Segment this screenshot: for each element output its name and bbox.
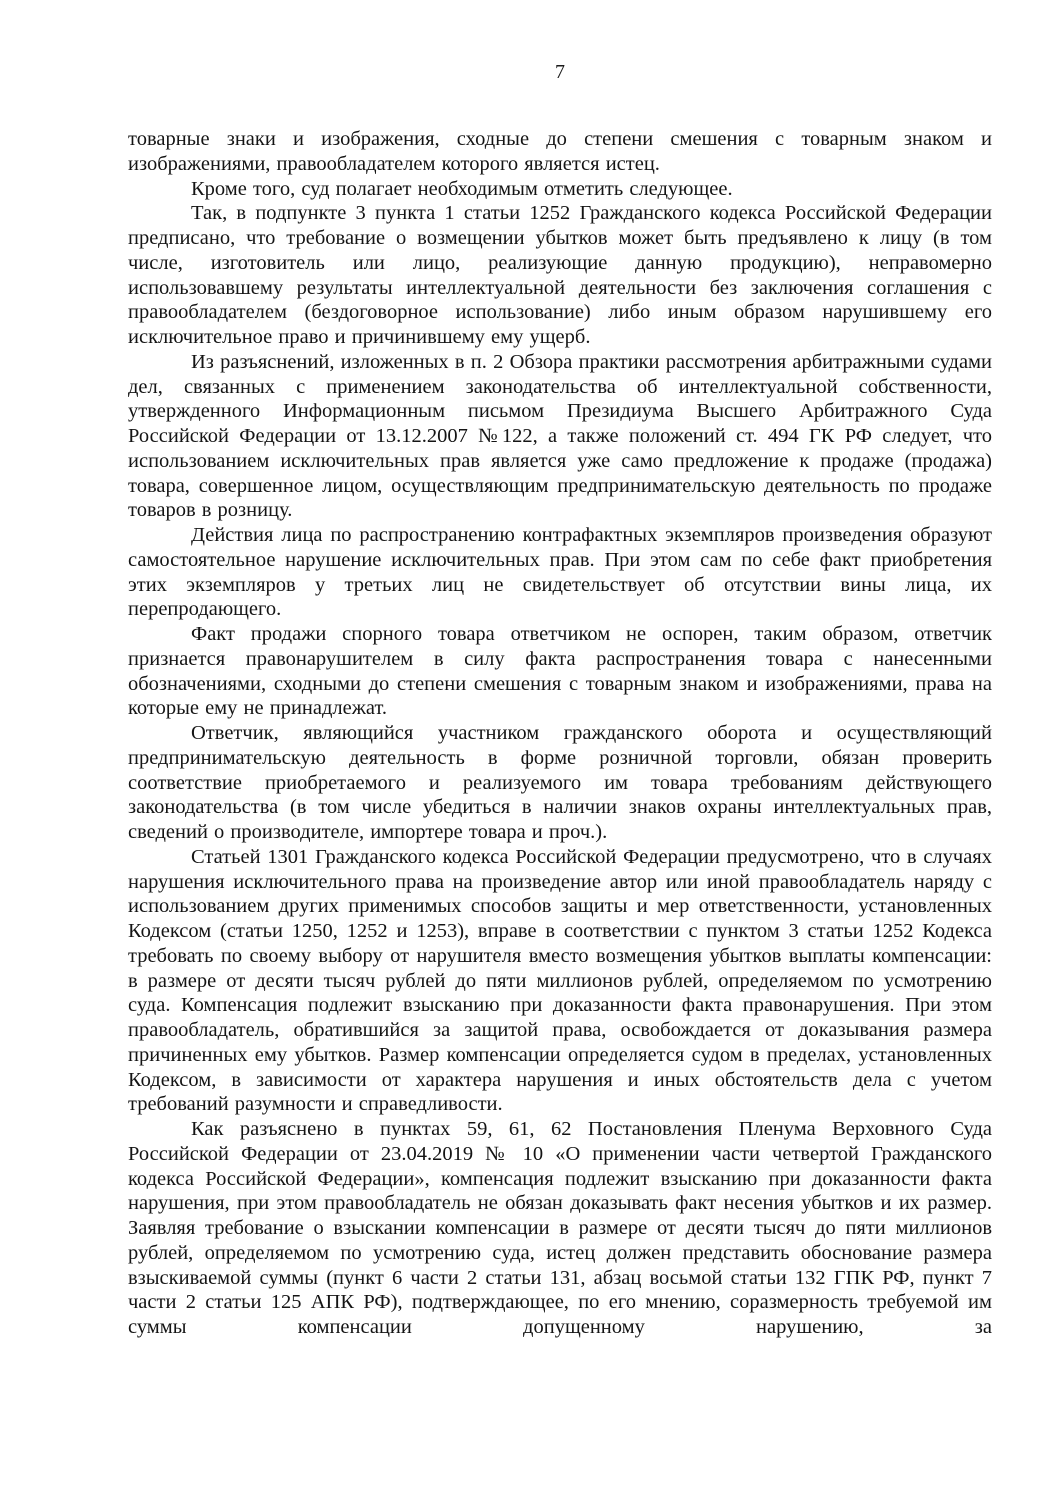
paragraph: Кроме того, суд полагает необходимым отметить следующее. — [191, 177, 733, 200]
document-body — [128, 127, 992, 1340]
page-number: 7 — [555, 61, 565, 83]
paragraph-incomplete: Как разъяснено в пунктах 59, 61, 62 Постановления Пленума Верховного Суда Российской Федерации от 23.04.2019 № 10 «О применении части четвертой Гражданского кодекса Российской Федерации», компенсация подлежит взысканию при доказанности факта нарушения, при этом правообладатель не обязан доказывать факт несения убытков и их размер. Заявляя требование о взыскании компенсации в размере от десяти тысяч до пяти миллионов рублей, определяемом по усмотрению суда, истец должен представить обоснование размера взыскиваемой суммы (пункт 6 части 2 статьи 131, абзац восьмой статьи 132 ГПК РФ, пункт 7 части 2 статьи 125 АПК РФ), подтверждающее, по его мнению, соразмерность требуемой им суммы компенсации допущенному нарушению, за — [128, 1118, 992, 1338]
paragraph: Действия лица по распространению контрафактных экземпляров произведения образуют самостоятельное нарушение исключительных прав. При этом сам по себе факт приобретения этих экземпляров у третьих лиц не свидетельствует об отсутствии вины лица, их перепродающего. — [128, 524, 992, 621]
paragraph: Из разъяснений, изложенных в п. 2 Обзора практики рассмотрения арбитражными судами дел, связанных с применением законодательства об интеллектуальной собственности, утвержденного Информационным письмом Президиума Высшего Арбитражного Суда Российской Федерации от 13.12.2007 №122, а также положений ст. 494 ГК РФ следует, что использованием исключительных прав является уже само предложение к продаже (продажа) товара, совершенное лицом, осуществляющим предпринимательскую деятельность по продаже товаров в розницу. — [128, 350, 992, 522]
paragraph: Статьей 1301 Гражданского кодекса Российской Федерации предусмотрено, что в случаях нарушения исключительного права на произведение автор или иной правообладатель наряду с использованием других применимых способов защиты и мер ответственности, установленных Кодексом (статьи 1250, 1252 и 1253), вправе в соответствии с пунктом 3 статьи 1252 Кодекса требовать по своему выбору от нарушителя вместо возмещения убытков выплаты компенсации: в размере от десяти тысяч рублей до пяти миллионов рублей, определяемом по усмотрению суда. Компенсация подлежит взысканию при доказанности факта правонарушения. При этом правообладатель, обратившийся за защитой права, освобождается от доказывания размера причиненных ему убытков. Размер компенсации определяется судом в пределах, установленных Кодексом, в зависимости от характера нарушения и иных обстоятельств дела с учетом требований разумности и справедливости. — [128, 845, 992, 1116]
paragraph: Факт продажи спорного товара ответчиком не оспорен, таким образом, ответчик признается правонарушителем в силу факта распространения товара с нанесенными обозначениями, сходными до степени смешения с товарным знаком и изображениями, права на которые ему не принадлежат. — [128, 623, 992, 720]
paragraph: Ответчик, являющийся участником гражданского оборота и осуществляющий предпринимательскую деятельность в форме розничной торговли, обязан проверить соответствие приобретаемого и реализуемого им товара требованиям действующего законодательства (в том числе убедиться в наличии знаков охраны интеллектуальных прав, сведений о производителе, импортере товара и проч.). — [128, 722, 992, 843]
paragraph-continuation: товарные знаки и изображения, сходные до степени смешения с товарным знаком и изображениями, правообладателем которого является истец. — [128, 128, 992, 175]
paragraph: Так, в подпункте 3 пункта 1 статьи 1252 Гражданского кодекса Российской Федерации предписано, что требование о возмещении убытков может быть предъявлено к лицу (в том числе, изготовитель или лицо, реализующие данную продукцию), неправомерно использовавшему результаты интеллектуальной деятельности без заключения соглашения с правообладателем (бездоговорное использование) либо иным образом нарушившему его исключительное право и причинившему ему ущерб. — [128, 202, 992, 348]
